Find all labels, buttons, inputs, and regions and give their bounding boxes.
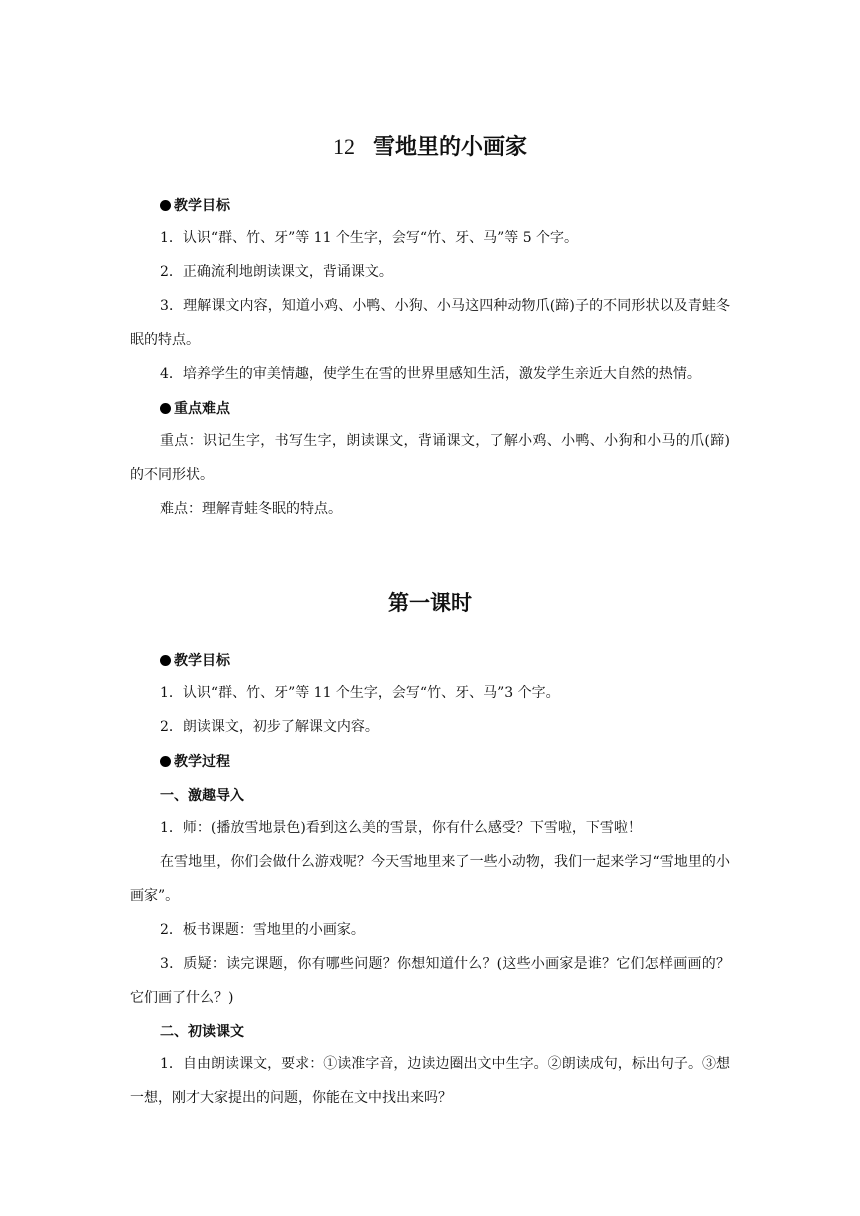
- goal-item: 4．培养学生的审美情趣，使学生在雪的世界里感知生活，激发学生亲近大自然的热情。: [160, 366, 701, 382]
- bullet-dot-icon: [160, 655, 171, 666]
- section-heading-goals: 教学目标: [160, 195, 230, 215]
- goal-item: 2．朗读课文，初步了解课文内容。: [160, 719, 379, 735]
- process-paragraph: 2．板书课题：雪地里的小画家。: [160, 922, 365, 938]
- process-paragraph: 3．质疑：读完课题，你有哪些问题？你想知道什么？(这些小画家是谁？它们怎样画画的？它们画了什么？): [130, 956, 730, 1006]
- bullet-dot-icon: [160, 200, 171, 211]
- goal-item: 1．认识“群、竹、牙”等 11 个生字，会写“竹、牙、马”等 5 个字。: [160, 230, 579, 246]
- period-title: 第一课时: [388, 591, 472, 615]
- lesson-number: 12: [332, 134, 355, 159]
- goal-item: 2．正确流利地朗读课文，背诵课文。: [160, 264, 393, 280]
- section-heading-key-points: 重点难点: [160, 398, 230, 418]
- process-paragraph: 1．自由朗读课文，要求：①读准字音，边读边圈出文中生字。②朗读成句，标出句子。③想一想，刚才大家提出的问题，你能在文中找出来吗？: [130, 1056, 730, 1106]
- section-heading-process: 教学过程: [160, 751, 230, 771]
- key-point-paragraph: 重点：识记生字，书写生字，朗读课文，背诵课文，了解小鸡、小鸭、小狗和小马的爪(蹄)的不同形状。: [130, 433, 730, 483]
- lesson-title-text: 雪地里的小画家: [372, 135, 527, 160]
- lesson-title: [0, 130, 860, 161]
- goal-item: 3．理解课文内容，知道小鸡、小鸭、小狗、小马这四种动物爪(蹄)子的不同形状以及青蛙冬眠的特点。: [130, 298, 730, 348]
- part2-heading: 二、初读课文: [160, 1024, 244, 1040]
- process-paragraph: 1．师：(播放雪地景色)看到这么美的雪景，你有什么感受？下雪啦，下雪啦！: [160, 820, 642, 836]
- section-heading-period-goals: 教学目标: [160, 650, 230, 670]
- difficulty-paragraph: 难点：理解青蛙冬眠的特点。: [160, 501, 342, 517]
- bullet-dot-icon: [160, 403, 171, 414]
- process-paragraph: 在雪地里，你们会做什么游戏呢？今天雪地里来了一些小动物，我们一起来学习“雪地里的小画家”。: [130, 854, 730, 904]
- bullet-dot-icon: [160, 756, 171, 767]
- goal-item: 1．认识“群、竹、牙”等 11 个生字，会写“竹、牙、马”3 个字。: [160, 685, 560, 701]
- part1-heading: 一、激趣导入: [160, 788, 244, 804]
